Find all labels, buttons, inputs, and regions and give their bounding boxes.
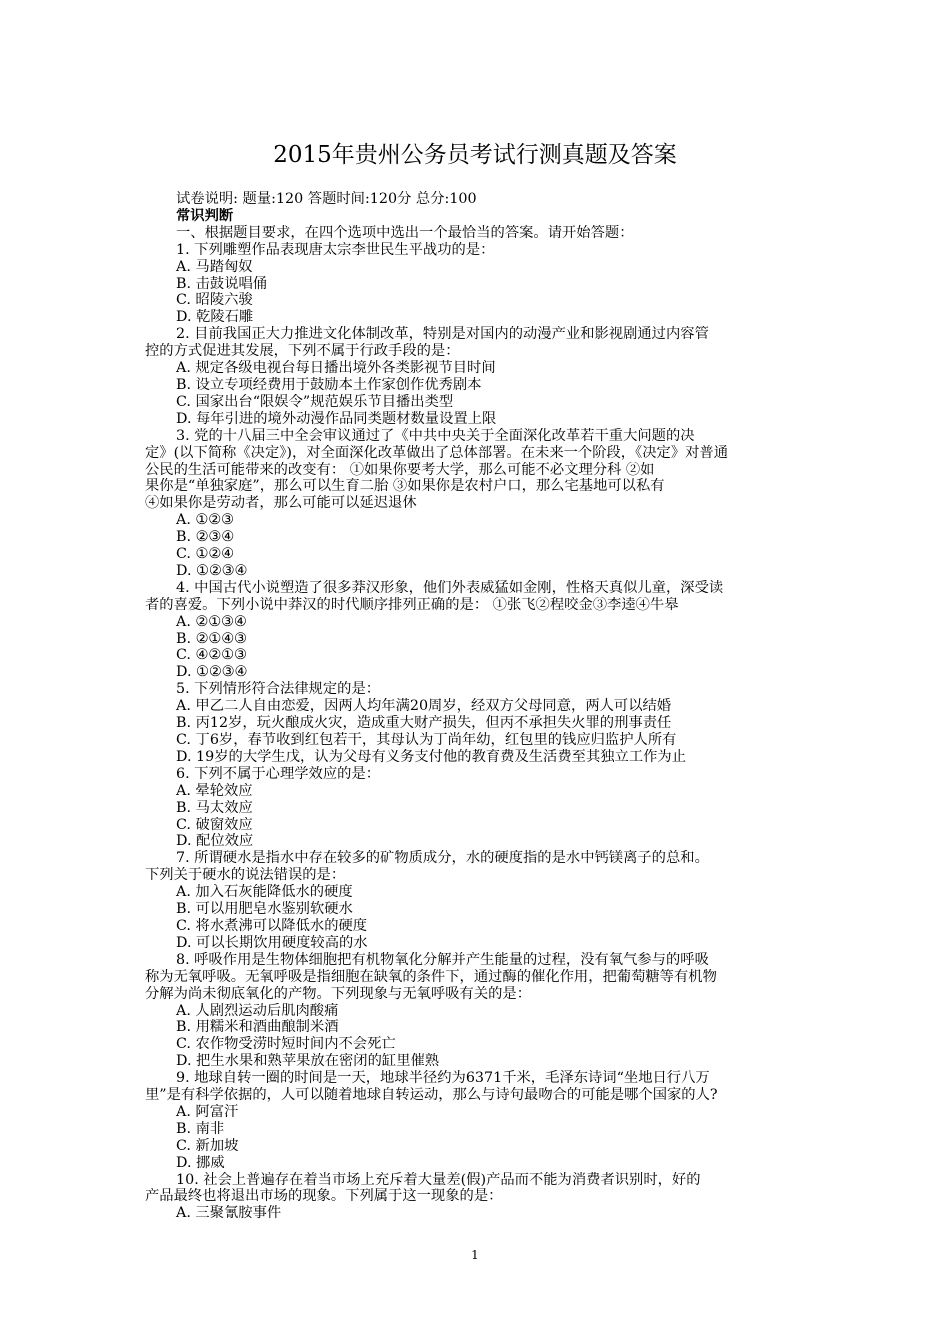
answer-option: B. 用糯米和酒曲酿制米酒 <box>176 1019 339 1036</box>
question-stem-line: 定》(以下简称《决定》)，对全面深化改革做出了总体部署。在未来一个阶段，《决定》对普通 <box>145 444 729 461</box>
answer-option: A. 晕轮效应 <box>176 782 253 799</box>
question-stem-line: 下列关于硬水的说法错误的是： <box>145 867 346 884</box>
question-block <box>145 326 810 427</box>
answer-option: D. 可以长期饮用硬度较高的水 <box>176 934 368 951</box>
answer-option: A. ①②③ <box>176 512 234 529</box>
question-block <box>145 580 810 681</box>
answer-option: B. 南非 <box>176 1120 225 1137</box>
question-block <box>145 1172 810 1223</box>
question-stem-line: 6. 下列不属于心理学效应的是： <box>176 765 381 782</box>
answer-option: B. ②③④ <box>176 529 235 546</box>
answer-option: B. ②①④③ <box>176 630 247 647</box>
answer-option: D. 每年引进的境外动漫作品同类题材数量设置上限 <box>176 410 497 427</box>
question-stem-line: 4. 中国古代小说塑造了很多莽汉形象，他们外表威猛如金刚，性格天真似儿童，深受读 <box>176 579 724 596</box>
answer-option: A. 阿富汗 <box>176 1103 239 1120</box>
question-stem-line: 10. 社会上普遍存在着当市场上充斥着大量差(假)产品而不能为消费者识别时，好的 <box>176 1171 701 1188</box>
question-stem-line: 果你是“单独家庭”，那么可以生育二胎 ③如果你是农村户口，那么宅基地可以私有 <box>145 478 665 495</box>
answer-option: C. 农作物受涝时短时间内不会死亡 <box>176 1036 396 1053</box>
answer-option: B. 可以用肥皂水鉴别软硬水 <box>176 901 353 918</box>
question-stem-line: 分解为尚未彻底氧化的产物。下列现象与无氧呼吸有关的是： <box>145 985 532 1002</box>
question-stem-line: 产品最终也将退出市场的现象。下列属于这一现象的是： <box>145 1188 503 1205</box>
answer-option: B. 设立专项经费用于鼓励本土作家创作优秀剧本 <box>176 376 482 393</box>
question-block <box>145 242 810 327</box>
answer-option: B. 击鼓说唱俑 <box>176 275 268 292</box>
question-list <box>145 242 810 1223</box>
answer-option: A. ②①③④ <box>176 613 247 630</box>
answer-option: D. ①②③④ <box>176 664 248 681</box>
answer-option: D. 配位效应 <box>176 833 254 850</box>
answer-option: D. 挪威 <box>176 1154 225 1171</box>
answer-option: A. 加入石灰能降低水的硬度 <box>176 884 353 901</box>
answer-option: C. 国家出台“限娱令”规范娱乐节目播出类型 <box>176 393 454 410</box>
answer-option: C. ①②④ <box>176 546 234 563</box>
question-stem-line: 8. 呼吸作用是生物体细胞把有机物氧化分解并产生能量的过程，没有氧气参与的呼吸 <box>176 951 709 968</box>
answer-option: B. 马太效应 <box>176 799 253 816</box>
answer-option: C. 昭陵六骏 <box>176 292 253 309</box>
question-block <box>145 850 810 951</box>
question-stem-line: 2. 目前我国正大力推进文化体制改革，特别是对国内的动漫产业和影视剧通过内容管 <box>176 326 709 343</box>
question-block <box>145 766 810 851</box>
answer-option: D. 乾陵石雕 <box>176 309 254 326</box>
question-stem-line: 5. 下列情形符合法律规定的是： <box>176 681 381 698</box>
question-block <box>145 952 810 1070</box>
question-stem-line: 9. 地球自转一圈的时间是一天，地球半径约为6371千米，毛泽东诗词“坐地日行八万 <box>176 1070 710 1087</box>
question-stem-line: 1. 下列雕塑作品表现唐太宗李世民生平战功的是： <box>176 241 495 258</box>
document-body <box>145 191 810 1222</box>
section-heading: 常识判断 <box>176 207 234 224</box>
answer-option: A. 甲乙二人自由恋爱，因两人均年满20周岁，经双方父母同意，两人可以结婚 <box>176 698 672 715</box>
question-block <box>145 428 810 580</box>
answer-option: B. 丙12岁，玩火酿成火灾，造成重大财产损失，但丙不承担失火罪的刑事责任 <box>176 715 672 732</box>
page-number: 1 <box>471 1248 479 1262</box>
question-stem-line: 公民的生活可能带来的改变有： ①如果你要考大学，那么可能不必文理分科 ②如 <box>145 461 655 478</box>
answer-option: C. 将水煮沸可以降低水的硬度 <box>176 917 368 934</box>
answer-option: A. 马踏匈奴 <box>176 258 253 275</box>
question-stem-line: 7. 所谓硬水是指水中存在较多的矿物质成分，水的硬度指的是水中钙镁离子的总和。 <box>176 850 709 867</box>
page-title: 2015年贵州公务员考试行测真题及答案 <box>273 142 677 168</box>
answer-option: D. ①②③④ <box>176 562 248 579</box>
answer-option: C. 新加坡 <box>176 1137 239 1154</box>
answer-option: A. 人剧烈运动后肌肉酸痛 <box>176 1002 339 1019</box>
question-stem-line: ④如果你是劳动者，那么可能可以延迟退休 <box>145 495 417 512</box>
answer-option: A. 规定各级电视台每日播出境外各类影视节目时间 <box>176 360 496 377</box>
question-block <box>145 1070 810 1171</box>
question-stem-line: 控的方式促进其发展，下列不属于行政手段的是： <box>145 343 460 360</box>
question-stem-line: 3. 党的十八届三中全会审议通过了《中共中央关于全面深化改革若干重大问题的决 <box>176 427 695 444</box>
answer-option: C. ④②①③ <box>176 647 247 664</box>
question-stem-line: 里”是有科学依据的，人可以随着地球自转运动，那么与诗句最吻合的可能是哪个国家的人? <box>145 1087 718 1104</box>
answer-option: C. 破窗效应 <box>176 816 253 833</box>
answer-option: D. 把生水果和熟苹果放在密闭的缸里催熟 <box>176 1053 440 1070</box>
question-stem-line: 称为无氧呼吸。无氧呼吸是指细胞在缺氧的条件下，通过酶的催化作用，把葡萄糖等有机物 <box>145 968 717 985</box>
question-block <box>145 681 810 766</box>
instructions: 一、根据题目要求，在四个选项中选出一个最恰当的答案。请开始答题： <box>176 224 634 241</box>
answer-option: D. 19岁的大学生戊，认为父母有义务支付他的教育费及生活费至其独立工作为止 <box>176 748 687 765</box>
exam-info: 试卷说明: 题量:120 答题时间:120分 总分:100 <box>176 191 477 207</box>
answer-option: C. 丁6岁，春节收到红包若干，其母认为丁尚年幼，红包里的钱应归监护人所有 <box>176 732 677 748</box>
answer-option: A. 三聚氰胺事件 <box>176 1205 282 1222</box>
question-stem-line: 者的喜爱。下列小说中莽汉的时代顺序排列正确的是： ①张飞②程咬金③李逵④牛皋 <box>145 596 679 613</box>
